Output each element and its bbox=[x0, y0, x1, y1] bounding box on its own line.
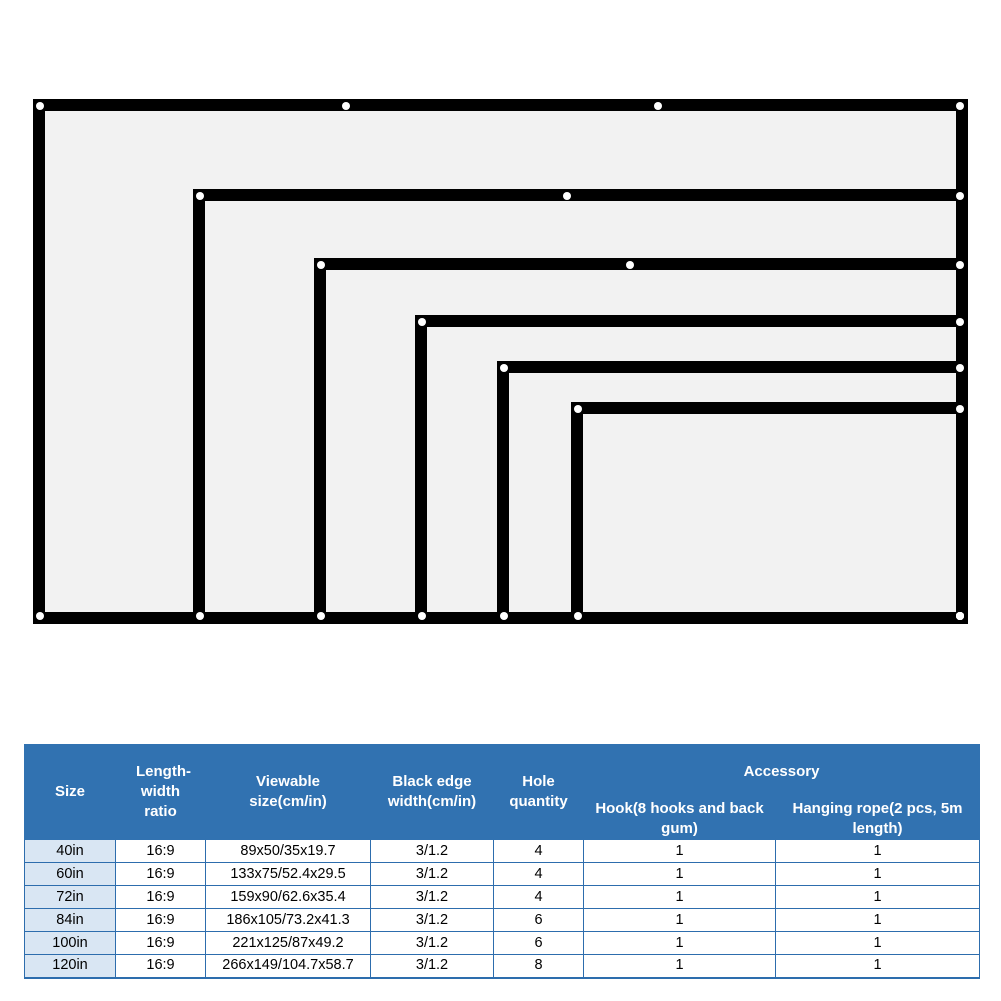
hanging-hole bbox=[956, 405, 964, 413]
cell-ratio: 16:9 bbox=[116, 955, 206, 978]
cell-viewable: 221x125/87x49.2 bbox=[206, 932, 371, 955]
cell-rope: 1 bbox=[776, 955, 980, 978]
hanging-hole bbox=[956, 192, 964, 200]
hanging-hole bbox=[317, 261, 325, 269]
hanging-hole bbox=[36, 612, 44, 620]
hanging-hole bbox=[654, 102, 662, 110]
cell-size: 100in bbox=[25, 932, 116, 955]
hanging-hole bbox=[956, 612, 964, 620]
hanging-hole bbox=[317, 612, 325, 620]
screen-surface-40in bbox=[583, 414, 956, 612]
table-row bbox=[25, 863, 980, 886]
cell-rope: 1 bbox=[776, 932, 980, 955]
cell-rope: 1 bbox=[776, 909, 980, 932]
cell-hook: 1 bbox=[584, 909, 776, 932]
hanging-hole bbox=[36, 102, 44, 110]
cell-hook: 1 bbox=[584, 932, 776, 955]
cell-ratio: 16:9 bbox=[116, 886, 206, 909]
hanging-hole bbox=[418, 612, 426, 620]
header-edge: Black edge width(cm/in) bbox=[371, 745, 494, 840]
cell-holes: 4 bbox=[494, 840, 584, 863]
cell-ratio: 16:9 bbox=[116, 932, 206, 955]
hanging-hole bbox=[563, 192, 571, 200]
cell-viewable: 89x50/35x19.7 bbox=[206, 840, 371, 863]
header-hook: Hook(8 hooks and back gum) bbox=[584, 799, 776, 840]
cell-holes: 6 bbox=[494, 909, 584, 932]
cell-edge: 3/1.2 bbox=[371, 955, 494, 978]
cell-hook: 1 bbox=[584, 863, 776, 886]
header-accessory: Accessory bbox=[584, 745, 980, 799]
table-row bbox=[25, 909, 980, 932]
cell-edge: 3/1.2 bbox=[371, 909, 494, 932]
cell-hook: 1 bbox=[584, 955, 776, 978]
hanging-hole bbox=[574, 405, 582, 413]
table-row bbox=[25, 955, 980, 978]
header-viewable: Viewable size(cm/in) bbox=[206, 745, 371, 840]
hanging-hole bbox=[626, 261, 634, 269]
hanging-hole bbox=[196, 612, 204, 620]
cell-size: 72in bbox=[25, 886, 116, 909]
hanging-hole bbox=[196, 192, 204, 200]
hanging-hole bbox=[956, 364, 964, 372]
cell-ratio: 16:9 bbox=[116, 863, 206, 886]
header-holes: Hole quantity bbox=[494, 745, 584, 840]
cell-size: 120in bbox=[25, 955, 116, 978]
header-ratio: Length-width ratio bbox=[116, 745, 206, 840]
cell-hook: 1 bbox=[584, 840, 776, 863]
hanging-hole bbox=[500, 364, 508, 372]
cell-edge: 3/1.2 bbox=[371, 863, 494, 886]
table-row bbox=[25, 840, 980, 863]
hanging-hole bbox=[574, 612, 582, 620]
hanging-hole bbox=[342, 102, 350, 110]
cell-viewable: 159x90/62.6x35.4 bbox=[206, 886, 371, 909]
header-rope: Hanging rope(2 pcs, 5m length) bbox=[776, 799, 980, 840]
cell-holes: 4 bbox=[494, 886, 584, 909]
table-row bbox=[25, 886, 980, 909]
header-size: Size bbox=[25, 745, 116, 840]
hanging-hole bbox=[956, 318, 964, 326]
cell-rope: 1 bbox=[776, 840, 980, 863]
cell-edge: 3/1.2 bbox=[371, 886, 494, 909]
cell-ratio: 16:9 bbox=[116, 909, 206, 932]
cell-edge: 3/1.2 bbox=[371, 840, 494, 863]
cell-hook: 1 bbox=[584, 886, 776, 909]
spec-table bbox=[24, 744, 980, 979]
cell-ratio: 16:9 bbox=[116, 840, 206, 863]
cell-viewable: 133x75/52.4x29.5 bbox=[206, 863, 371, 886]
cell-holes: 6 bbox=[494, 932, 584, 955]
cell-size: 84in bbox=[25, 909, 116, 932]
cell-size: 40in bbox=[25, 840, 116, 863]
cell-holes: 8 bbox=[494, 955, 584, 978]
cell-rope: 1 bbox=[776, 863, 980, 886]
hanging-hole bbox=[956, 261, 964, 269]
cell-size: 60in bbox=[25, 863, 116, 886]
cell-holes: 4 bbox=[494, 863, 584, 886]
cell-rope: 1 bbox=[776, 886, 980, 909]
hanging-hole bbox=[956, 102, 964, 110]
cell-viewable: 186x105/73.2x41.3 bbox=[206, 909, 371, 932]
cell-edge: 3/1.2 bbox=[371, 932, 494, 955]
cell-viewable: 266x149/104.7x58.7 bbox=[206, 955, 371, 978]
table-row bbox=[25, 932, 980, 955]
hanging-hole bbox=[418, 318, 426, 326]
hanging-hole bbox=[500, 612, 508, 620]
